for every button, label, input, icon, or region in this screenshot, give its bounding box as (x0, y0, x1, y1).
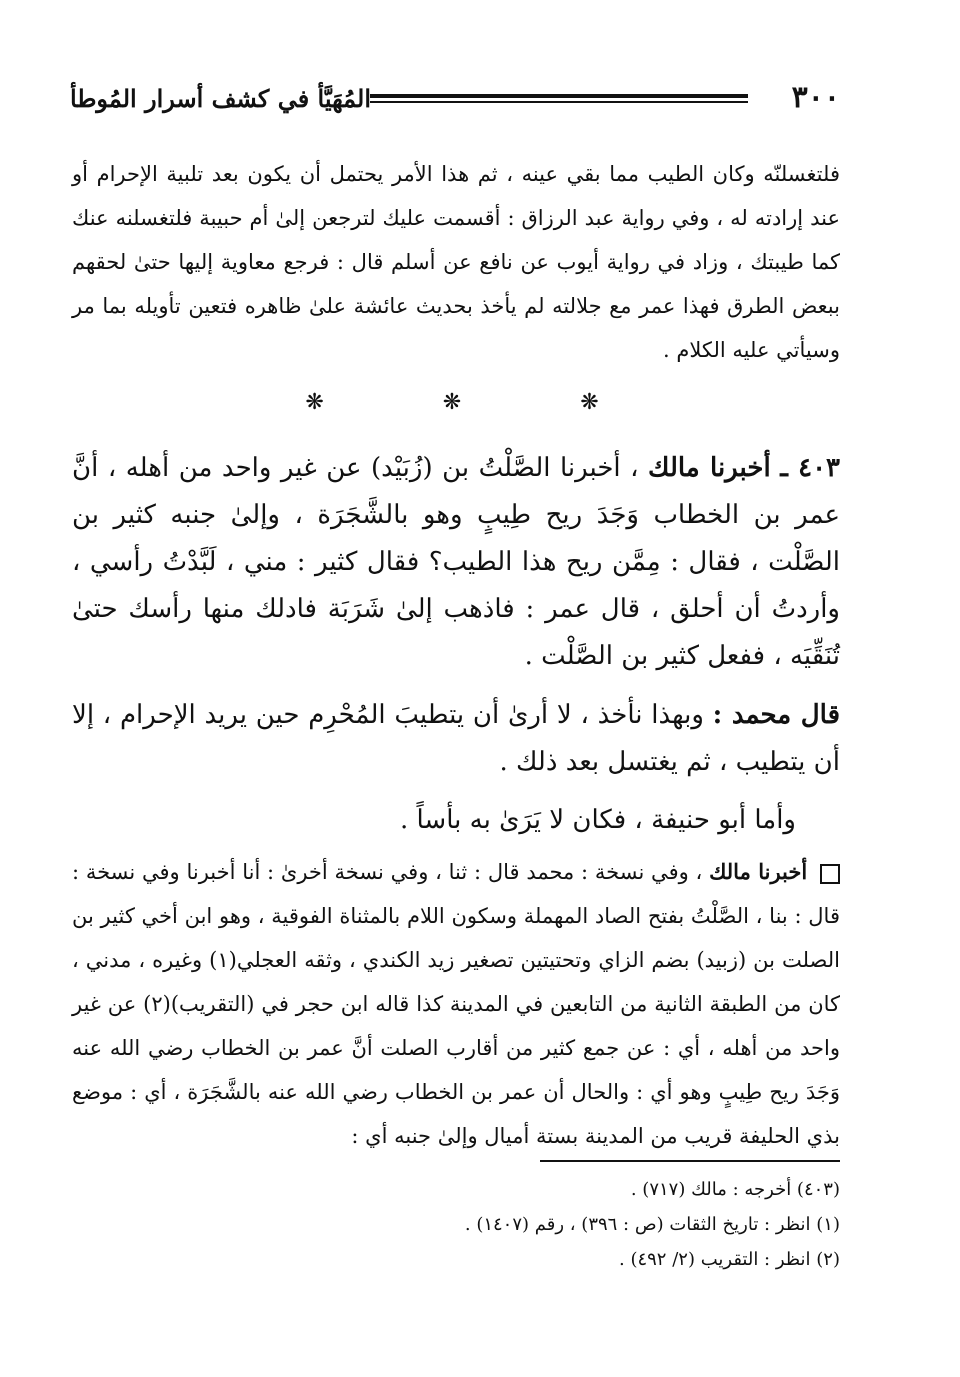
footnotes (72, 1172, 840, 1277)
hadith-403 (72, 445, 840, 680)
hadith-number: ٤٠٣ ـ (780, 453, 841, 483)
qala-muhammad-lead: قال محمد : (712, 700, 840, 730)
qala-muhammad-text: وبهذا نأخذ ، لا أرىٰ أن يتطيبَ المُحْرِم حين يريد الإحرام ، إلا أن يتطيب ، ثم يغتسل بعد ذلك . (72, 700, 840, 777)
commentary-lead: أخبرنا مالك (709, 859, 808, 884)
abu-hanifa-paragraph (72, 797, 840, 844)
qala-muhammad-paragraph (72, 692, 840, 786)
asterism: ❋ ❋ ❋ (305, 390, 655, 415)
running-title: المُهَيَّأ في كشف أسرار المُوطأ (70, 84, 371, 113)
page-header (70, 80, 840, 120)
continuation-paragraph (72, 152, 840, 372)
hadith-text: ، أخبرنا الصَّلْتُ بن (زُبَيْد) عن غير واحد من أهله ، أنَّ عمر بن الخطاب وَجَدَ ريح طِيبٍ وهو بالشَّجَرَة ، وإلىٰ جنبه كثير بن الصَّلْت ، فقال : مِمَّن ريح هذا الطيب؟ فقال كثير : مني ، لَبَّدْتُ رأسي ، وأردتُ أن أحلق ، قال عمر : فاذهب إلىٰ شَرَبَة فادلك منها رأسك حتىٰ تُنَقِّيَه ، ففعل كثير بن الصَّلْت . (72, 453, 840, 671)
abu-hanifa-text: وأما أبو حنيفة ، فكان لا يَرَىٰ به بأساً . (399, 805, 796, 835)
footnote-rule (540, 1160, 840, 1162)
header-rule (370, 94, 748, 106)
commentary (72, 850, 840, 1158)
continuation-text: فلتغسلنّه وكان الطيب مما بقي عينه ، ثم هذا الأمر يحتمل أن يكون بعد تلبية الإحرام أو عند إرادته له ، وفي رواية عبد الرزاق : أقسمت عليك لترجعن إلىٰ أم حبيبة فلتغسلنه عنك كما طيبتك ، وزاد في رواية أيوب عن نافع عن أسلم قال : فرجع معاوية إليها حتىٰ لحقهم ببعض الطرق فهذا عمر مع جلالته لم يأخذ بحديث عائشة علىٰ ظاهره فتعين تأويله بما مر وسيأتي عليه الكلام . (72, 162, 840, 362)
box-marker-icon (820, 864, 840, 884)
commentary-text: ، وفي نسخة : محمد قال : ثنا ، وفي نسخة أخرىٰ : أنا أخبرنا وفي نسخة : قال : بنا ، الصَّلْتُ بفتح الصاد المهملة وسكون اللام بالمثناة الفوقية ، وهو ابن أخي كثير بن الصلت بن (زبيد) بضم الزاي وتحتيتين تصغير زيد الكندي ، وثقه العجلي(١) وغيره ، مدني ، كان من الطبقة الثانية من التابعين في المدينة كذا قاله ابن حجر في (التقريب)(٢) عن غير واحد من أهله ، أي : عن جمع كثير من أقارب الصلت أنَّ عمر بن الخطاب رضي الله عنه وَجَدَ ريح طِيبٍ وهو أي : والحال أن عمر بن الخطاب رضي الله عنه بالشَّجَرَة ، أي : موضع بذي الحليفة قريب من المدينة بستة أميال وإلىٰ جنبه أي : (72, 860, 841, 1148)
footnote: (٤٠٣) أخرجه : مالك (٧١٧) . (630, 1179, 840, 1200)
page-number: ٣٠٠ (791, 80, 840, 115)
footnote: (١) انظر : تاريخ الثقات (ص : ٣٩٦) ، رقم (١٤٠٧) . (464, 1214, 840, 1235)
footnote: (٢) انظر : التقريب (٢/ ٤٩٢) . (619, 1249, 840, 1270)
section-separator (0, 390, 960, 415)
hadith-lead: أخبرنا مالك (648, 453, 771, 483)
